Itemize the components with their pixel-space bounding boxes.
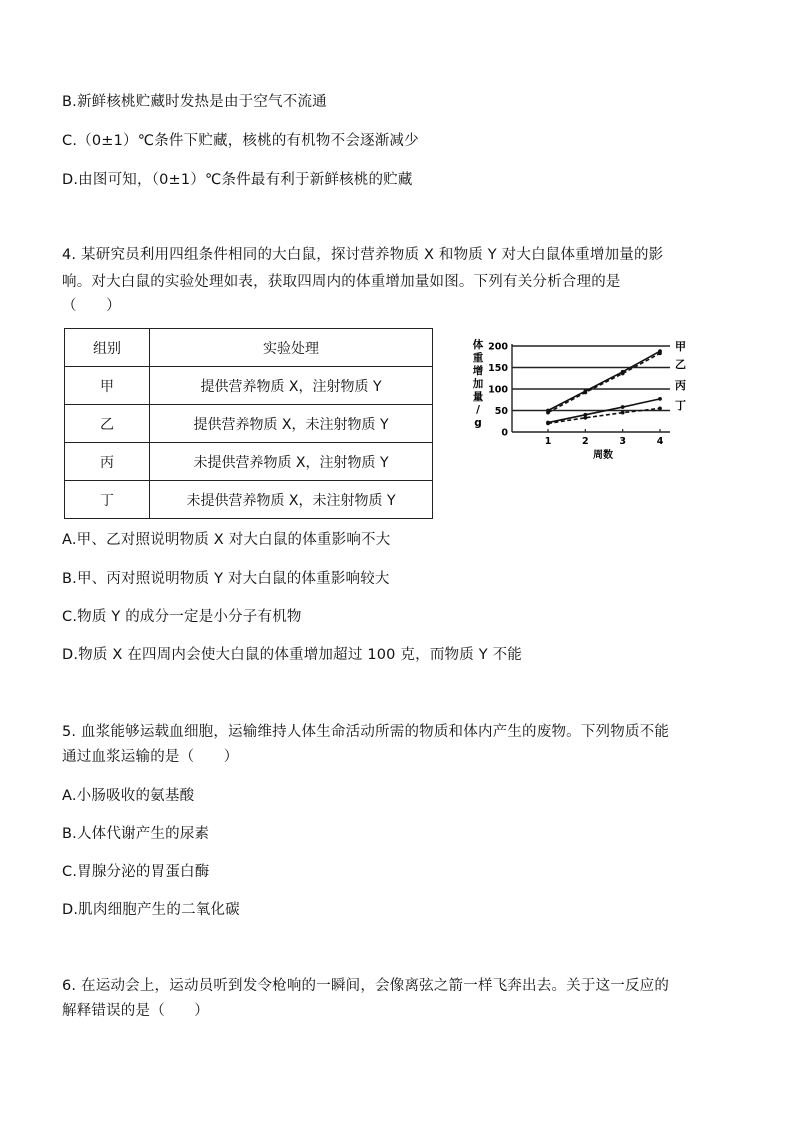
legend-label: 丙 <box>675 379 686 392</box>
x-axis-label: 周数 <box>593 450 613 461</box>
q4-option-a: A.甲、乙对照说明物质 X 对大白鼠的体重影响不大 <box>62 532 391 548</box>
q4-stem-line-2: 响。对大白鼠的实验处理如表，获取四周内的体重增加量如图。下列有关分析合理的是 <box>62 274 621 290</box>
legend-label: 甲 <box>675 340 686 353</box>
series-line-2 <box>548 353 660 412</box>
table-cell-treatment: 未提供营养物质 X，注射物质 Y <box>150 443 433 481</box>
data-point <box>621 411 625 415</box>
x-tick-label: 3 <box>619 436 626 447</box>
y-axis-label-char: 增 <box>472 365 484 377</box>
table-cell-treatment: 未提供营养物质 X，未注射物质 Y <box>150 481 433 519</box>
data-point <box>546 422 550 426</box>
q4-stem-line-3: （ ） <box>62 298 121 314</box>
data-point <box>583 391 587 395</box>
data-point <box>658 397 662 401</box>
table-cell-treatment: 提供营养物质 X，未注射物质 Y <box>150 405 433 443</box>
experiment-table <box>64 328 433 519</box>
y-tick-label: 150 <box>488 363 508 374</box>
q5-option-b: B.人体代谢产生的尿素 <box>62 826 210 842</box>
weight-gain-chart <box>470 336 700 476</box>
chart-tick-labels <box>488 342 664 448</box>
table-header-group: 组别 <box>65 329 150 367</box>
y-axis-label-char: 重 <box>472 352 484 364</box>
table-row <box>65 481 433 519</box>
y-tick-label: 200 <box>488 341 508 353</box>
q3-option-d: D.由图可知，（0±1）℃条件最有利于新鲜核桃的贮藏 <box>62 172 413 188</box>
data-point <box>583 416 587 420</box>
q5-option-c: C.胃腺分泌的胃蛋白酶 <box>62 864 210 880</box>
table-row <box>65 405 433 443</box>
q4-option-b: B.甲、丙对照说明物质 Y 对大白鼠的体重影响较大 <box>62 571 390 587</box>
y-axis-label-char: / <box>476 404 480 416</box>
y-axis-label-char: 量 <box>472 391 484 403</box>
table-row <box>65 367 433 405</box>
y-axis-label-char: 加 <box>472 378 484 390</box>
q6-stem-line-2: 解释错误的是（ ） <box>62 1003 209 1019</box>
legend-label: 丁 <box>675 399 686 412</box>
chart-gridlines <box>512 346 670 411</box>
table-cell-group: 丙 <box>65 443 150 481</box>
data-point <box>621 405 625 409</box>
y-tick-label: 50 <box>494 406 508 417</box>
data-point <box>658 406 662 410</box>
x-tick-label: 1 <box>544 436 552 447</box>
series-line-1 <box>548 351 660 410</box>
chart-series <box>546 340 686 425</box>
x-tick-label: 2 <box>582 436 589 447</box>
table-row <box>65 443 433 481</box>
q5-stem-line-1: 5. 血浆能够运载血细胞，运输维持人体生命活动所需的物质和体内产生的废物。下列物质不能 <box>62 724 670 740</box>
data-point <box>621 372 625 376</box>
data-point <box>658 351 662 355</box>
legend-label: 乙 <box>675 358 686 371</box>
table-cell-treatment: 提供营养物质 X，注射物质 Y <box>150 367 433 405</box>
y-tick-label: 100 <box>488 384 508 396</box>
y-axis-label <box>472 338 484 429</box>
table-cell-group: 丁 <box>65 481 150 519</box>
table-cell-group: 乙 <box>65 405 150 443</box>
q3-option-b: B.新鲜核桃贮藏时发热是由于空气不流通 <box>62 94 327 110</box>
q4-option-c: C.物质 Y 的成分一定是小分子有机物 <box>62 609 302 625</box>
q4-stem-line-1: 4. 某研究员利用四组条件相同的大白鼠，探讨营养物质 X 和物质 Y 对大白鼠体重增加量的影 <box>62 247 664 263</box>
q5-stem-line-2: 通过血浆运输的是（ ） <box>62 749 239 765</box>
table-cell-group: 甲 <box>65 367 150 405</box>
q4-option-d: D.物质 X 在四周内会使大白鼠的体重增加超过 100 克，而物质 Y 不能 <box>62 647 522 663</box>
q6-stem-line-1: 6. 在运动会上，运动员听到发令枪响的一瞬间，会像离弦之箭一样飞奔出去。关于这一反应的 <box>62 978 670 994</box>
x-tick-label: 4 <box>656 436 664 447</box>
table-header-treatment: 实验处理 <box>150 329 433 367</box>
q5-option-a: A.小肠吸收的氨基酸 <box>62 788 195 804</box>
y-axis-label-char: 体 <box>472 339 484 351</box>
q3-option-c: C.（0±1）℃条件下贮藏，核桃的有机物不会逐渐减少 <box>62 133 419 149</box>
q5-option-d: D.肌肉细胞产生的二氧化碳 <box>62 902 240 918</box>
y-axis-label-char: g <box>474 417 482 429</box>
data-point <box>546 411 550 415</box>
y-tick-label: 0 <box>501 427 508 439</box>
table-header-row <box>65 329 433 367</box>
